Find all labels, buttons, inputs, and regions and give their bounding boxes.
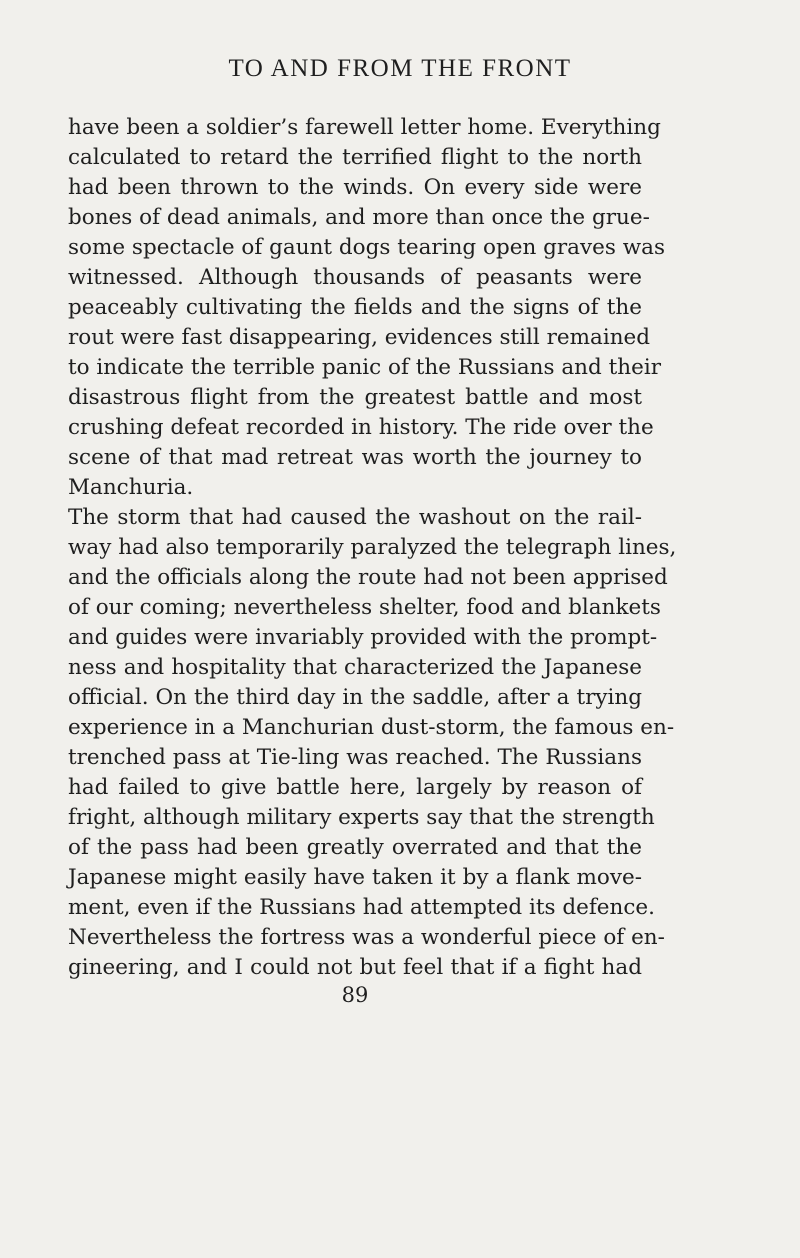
text-line: to indicate the terrible panic of the Russians and their <box>68 355 661 380</box>
text-line: experience in a Manchurian dust-storm, the famous en- <box>68 715 675 740</box>
text-line: way had also temporarily paralyzed the telegraph lines, <box>68 535 677 560</box>
text-line: Nevertheless the fortress was a wonderful piece of en- <box>68 925 665 950</box>
text-line: some spectacle of gaunt dogs tearing open graves was <box>68 235 665 260</box>
running-head: TO AND FROM THE FRONT <box>228 55 572 82</box>
text-line: of the pass had been greatly overrated and that the <box>68 835 642 860</box>
text-line: official. On the third day in the saddle, after a trying <box>68 685 642 710</box>
text-line: trenched pass at Tie-ling was reached. The Russians <box>68 745 642 770</box>
text-line: witnessed. Although thousands of peasants were <box>68 265 642 290</box>
text-line: The storm that had caused the washout on the rail- <box>68 505 642 530</box>
text-line: ment, even if the Russians had attempted its defence. <box>68 895 655 920</box>
text-line: calculated to retard the terrified flight to the north <box>68 145 642 170</box>
text-line: ness and hospitality that characterized the Japanese <box>68 655 642 680</box>
text-line: have been a soldier’s farewell letter home. Everything <box>68 115 661 140</box>
text-line: fright, although military experts say that the strength <box>68 805 655 830</box>
page-number: 89 <box>341 983 369 1007</box>
text-line: scene of that mad retreat was worth the journey to <box>68 445 642 470</box>
text-line: Japanese might easily have taken it by a flank move- <box>68 865 642 890</box>
text-line: Manchuria. <box>68 475 194 500</box>
text-line: rout were fast disappearing, evidences still remained <box>68 325 651 350</box>
text-line: and guides were invariably provided with the prompt- <box>68 625 658 650</box>
text-line: peaceably cultivating the fields and the signs of the <box>68 295 642 320</box>
text-line: of our coming; nevertheless shelter, food and blankets <box>68 595 661 620</box>
text-line: crushing defeat recorded in history. The ride over the <box>68 415 654 440</box>
text-line: disastrous flight from the greatest battle and most <box>68 385 642 410</box>
text-line: had been thrown to the winds. On every side were <box>68 175 642 200</box>
text-line: and the officials along the route had not been apprised <box>68 565 668 590</box>
text-line: had failed to give battle here, largely by reason of <box>68 775 642 800</box>
text-line: gineering, and I could not but feel that if a fight had <box>68 955 642 980</box>
text-line: bones of dead animals, and more than once the grue- <box>68 205 650 230</box>
